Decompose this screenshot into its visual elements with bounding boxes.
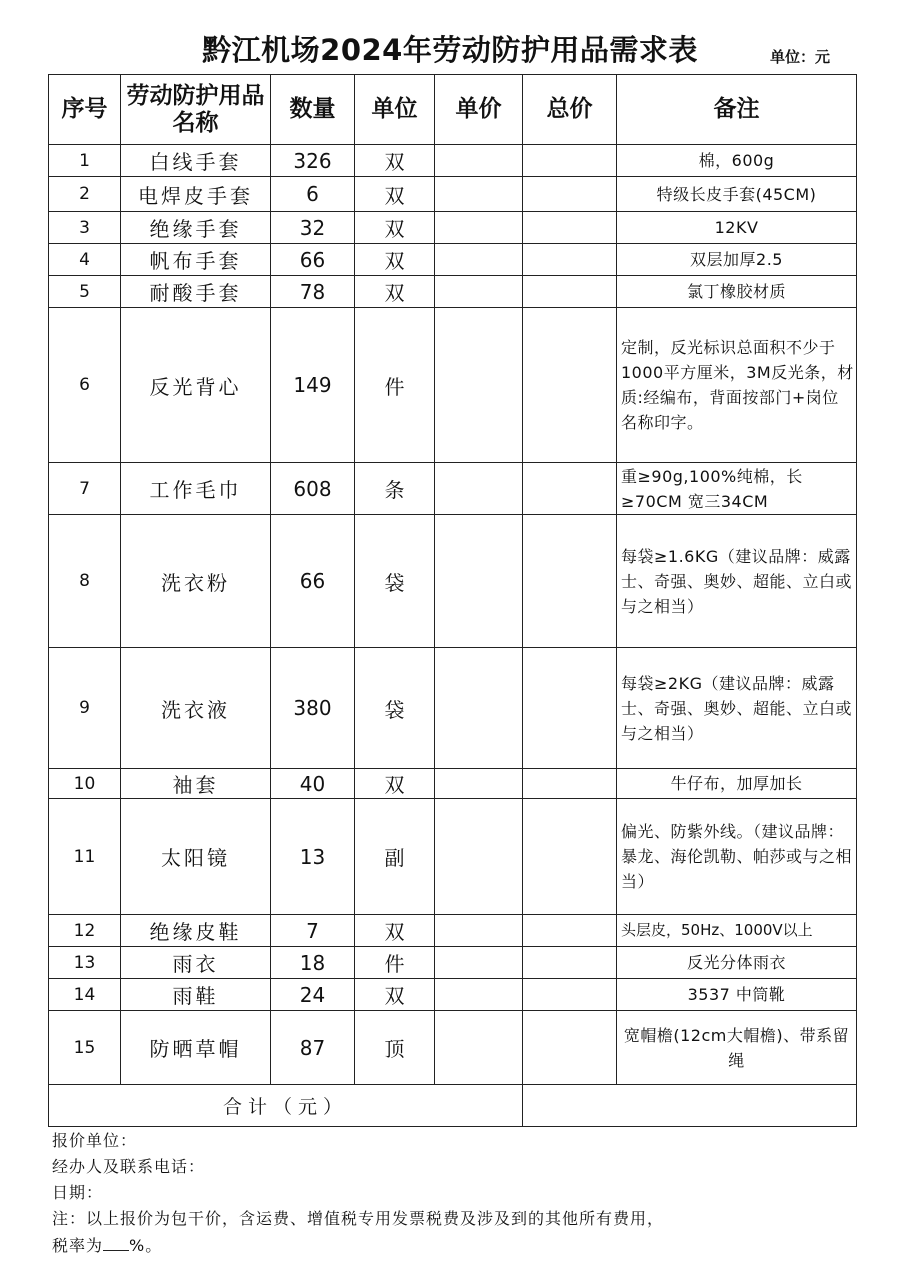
row-no: 11 bbox=[49, 799, 121, 915]
row-price-cell[interactable] bbox=[435, 1011, 523, 1085]
row-name: 帆布手套 bbox=[121, 244, 271, 276]
row-no: 9 bbox=[49, 648, 121, 769]
row-note: 氯丁橡胶材质 bbox=[617, 276, 857, 308]
row-price-cell[interactable] bbox=[435, 515, 523, 648]
row-unit: 双 bbox=[355, 276, 435, 308]
row-name: 洗衣液 bbox=[121, 648, 271, 769]
row-name: 反光背心 bbox=[121, 308, 271, 463]
row-unit: 件 bbox=[355, 947, 435, 979]
row-name: 绝缘皮鞋 bbox=[121, 915, 271, 947]
row-total-cell[interactable] bbox=[523, 145, 617, 177]
row-no: 12 bbox=[49, 915, 121, 947]
row-unit: 双 bbox=[355, 177, 435, 212]
row-price-cell[interactable] bbox=[435, 648, 523, 769]
unit-note: 单位：元 bbox=[770, 48, 831, 66]
contact-line: 经办人及联系电话： bbox=[52, 1157, 206, 1176]
tax-rate-suffix: %。 bbox=[129, 1236, 163, 1255]
row-total-cell[interactable] bbox=[523, 648, 617, 769]
row-total-cell[interactable] bbox=[523, 979, 617, 1011]
row-unit: 双 bbox=[355, 915, 435, 947]
row-total-cell[interactable] bbox=[523, 308, 617, 463]
table-header-row bbox=[49, 75, 857, 145]
row-note: 重≥90g,100%纯棉，长≥70CM 宽三34CM bbox=[617, 463, 857, 515]
row-price-cell[interactable] bbox=[435, 769, 523, 799]
row-price-cell[interactable] bbox=[435, 276, 523, 308]
row-unit: 双 bbox=[355, 212, 435, 244]
row-qty: 66 bbox=[271, 515, 355, 648]
row-note: 特级长皮手套(45CM) bbox=[617, 177, 857, 212]
row-note: 每袋≥2KG（建议品牌：威露士、奇强、奥妙、超能、立白或与之相当） bbox=[617, 648, 857, 769]
row-unit: 双 bbox=[355, 145, 435, 177]
row-name: 防晒草帽 bbox=[121, 1011, 271, 1085]
row-note: 12KV bbox=[617, 212, 857, 244]
row-no: 14 bbox=[49, 979, 121, 1011]
row-total-cell[interactable] bbox=[523, 1011, 617, 1085]
row-price-cell[interactable] bbox=[435, 915, 523, 947]
row-price-cell[interactable] bbox=[435, 799, 523, 915]
row-price-cell[interactable] bbox=[435, 979, 523, 1011]
table-row bbox=[49, 515, 857, 648]
row-note: 3537 中筒靴 bbox=[617, 979, 857, 1011]
row-unit: 件 bbox=[355, 308, 435, 463]
row-price-cell[interactable] bbox=[435, 212, 523, 244]
row-unit: 顶 bbox=[355, 1011, 435, 1085]
table-row bbox=[49, 463, 857, 515]
table-row bbox=[49, 947, 857, 979]
table-row bbox=[49, 769, 857, 799]
row-qty: 326 bbox=[271, 145, 355, 177]
grand-total-cell[interactable] bbox=[523, 1085, 857, 1127]
row-qty: 78 bbox=[271, 276, 355, 308]
row-price-cell[interactable] bbox=[435, 145, 523, 177]
row-name: 绝缘手套 bbox=[121, 212, 271, 244]
tax-rate-prefix: 税率为 bbox=[52, 1236, 104, 1255]
row-no: 10 bbox=[49, 769, 121, 799]
row-qty: 608 bbox=[271, 463, 355, 515]
row-total-cell[interactable] bbox=[523, 947, 617, 979]
header-total: 总价 bbox=[523, 75, 617, 145]
table-row bbox=[49, 1011, 857, 1085]
row-unit: 双 bbox=[355, 244, 435, 276]
row-no: 13 bbox=[49, 947, 121, 979]
row-qty: 87 bbox=[271, 1011, 355, 1085]
row-unit: 双 bbox=[355, 769, 435, 799]
note-line: 注：以上报价为包干价，含运费、增值税专用发票税费及涉及到的其他所有费用， bbox=[52, 1209, 665, 1228]
header-name: 劳动防护用品名称 bbox=[121, 75, 271, 145]
header-price: 单价 bbox=[435, 75, 523, 145]
row-qty: 24 bbox=[271, 979, 355, 1011]
row-unit: 副 bbox=[355, 799, 435, 915]
tax-rate-line bbox=[52, 1232, 664, 1259]
row-name: 工作毛巾 bbox=[121, 463, 271, 515]
row-name: 袖套 bbox=[121, 769, 271, 799]
row-no: 7 bbox=[49, 463, 121, 515]
row-name: 电焊皮手套 bbox=[121, 177, 271, 212]
table-row bbox=[49, 979, 857, 1011]
document-title: 黔江机场2024年劳动防护用品需求表 bbox=[202, 33, 698, 67]
row-no: 8 bbox=[49, 515, 121, 648]
row-note: 每袋≥1.6KG（建议品牌：威露士、奇强、奥妙、超能、立白或与之相当） bbox=[617, 515, 857, 648]
row-no: 3 bbox=[49, 212, 121, 244]
row-total-cell[interactable] bbox=[523, 769, 617, 799]
row-price-cell[interactable] bbox=[435, 308, 523, 463]
requirements-table bbox=[48, 74, 857, 1127]
row-total-cell[interactable] bbox=[523, 276, 617, 308]
row-note: 偏光、防紫外线。（建议品牌：暴龙、海伦凯勒、帕莎或与之相当） bbox=[617, 799, 857, 915]
row-name: 雨衣 bbox=[121, 947, 271, 979]
header-qty: 数量 bbox=[271, 75, 355, 145]
row-note: 牛仔布，加厚加长 bbox=[617, 769, 857, 799]
header-no: 序号 bbox=[49, 75, 121, 145]
row-qty: 66 bbox=[271, 244, 355, 276]
header-note: 备注 bbox=[617, 75, 857, 145]
table-row bbox=[49, 915, 857, 947]
table-row bbox=[49, 308, 857, 463]
table-row bbox=[49, 276, 857, 308]
row-price-cell[interactable] bbox=[435, 177, 523, 212]
row-no: 15 bbox=[49, 1011, 121, 1085]
row-total-cell[interactable] bbox=[523, 915, 617, 947]
row-note: 头层皮，50Hz、1000V以上 bbox=[617, 915, 857, 947]
footer-notes bbox=[52, 1128, 664, 1259]
total-label: 合计（元） bbox=[49, 1085, 523, 1127]
row-qty: 13 bbox=[271, 799, 355, 915]
row-total-cell[interactable] bbox=[523, 515, 617, 648]
row-qty: 18 bbox=[271, 947, 355, 979]
row-note: 棉，600g bbox=[617, 145, 857, 177]
row-qty: 149 bbox=[271, 308, 355, 463]
row-note: 定制，反光标识总面积不少于1000平方厘米，3M反光条，材质:经编布，背面按部门+岗位名称印字。 bbox=[617, 308, 857, 463]
table-row bbox=[49, 177, 857, 212]
header-unit: 单位 bbox=[355, 75, 435, 145]
row-no: 2 bbox=[49, 177, 121, 212]
row-name: 雨鞋 bbox=[121, 979, 271, 1011]
row-qty: 40 bbox=[271, 769, 355, 799]
table-row bbox=[49, 648, 857, 769]
table-row bbox=[49, 212, 857, 244]
row-qty: 7 bbox=[271, 915, 355, 947]
row-total-cell[interactable] bbox=[523, 177, 617, 212]
tax-rate-blank[interactable] bbox=[103, 1232, 129, 1251]
table-row bbox=[49, 145, 857, 177]
row-no: 5 bbox=[49, 276, 121, 308]
row-total-cell[interactable] bbox=[523, 212, 617, 244]
quote-unit-line: 报价单位： bbox=[52, 1131, 138, 1150]
row-price-cell[interactable] bbox=[435, 947, 523, 979]
row-note: 双层加厚2.5 bbox=[617, 244, 857, 276]
row-name: 耐酸手套 bbox=[121, 276, 271, 308]
row-total-cell[interactable] bbox=[523, 799, 617, 915]
row-unit: 袋 bbox=[355, 515, 435, 648]
row-no: 4 bbox=[49, 244, 121, 276]
row-name: 白线手套 bbox=[121, 145, 271, 177]
row-no: 6 bbox=[49, 308, 121, 463]
row-unit: 双 bbox=[355, 979, 435, 1011]
table-row bbox=[49, 799, 857, 915]
row-price-cell[interactable] bbox=[435, 244, 523, 276]
row-name: 太阳镜 bbox=[121, 799, 271, 915]
row-price-cell[interactable] bbox=[435, 463, 523, 515]
row-total-cell[interactable] bbox=[523, 244, 617, 276]
row-qty: 6 bbox=[271, 177, 355, 212]
row-note: 反光分体雨衣 bbox=[617, 947, 857, 979]
row-name: 洗衣粉 bbox=[121, 515, 271, 648]
date-line: 日期： bbox=[52, 1183, 104, 1202]
row-unit: 条 bbox=[355, 463, 435, 515]
row-qty: 380 bbox=[271, 648, 355, 769]
row-no: 1 bbox=[49, 145, 121, 177]
row-total-cell[interactable] bbox=[523, 463, 617, 515]
row-unit: 袋 bbox=[355, 648, 435, 769]
total-row bbox=[49, 1085, 857, 1127]
table-row bbox=[49, 244, 857, 276]
row-qty: 32 bbox=[271, 212, 355, 244]
row-note: 宽帽檐(12cm大帽檐)、带系留绳 bbox=[617, 1011, 857, 1085]
